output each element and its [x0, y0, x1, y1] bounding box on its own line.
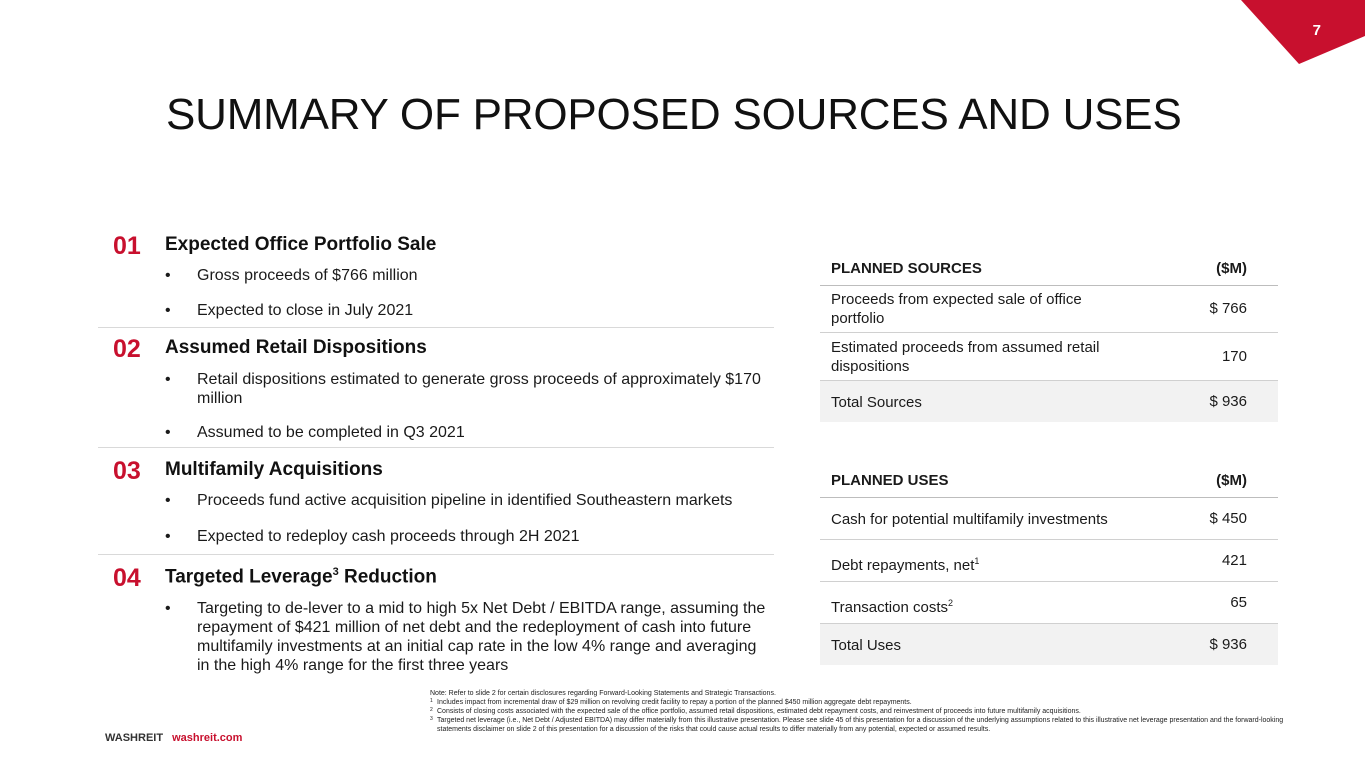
section-number: 03 — [113, 457, 141, 485]
table-header: PLANNED USES ($M) — [820, 461, 1278, 498]
page-title: SUMMARY OF PROPOSED SOURCES AND USES — [166, 90, 1182, 139]
table-total-row: Total Uses $ 936 — [820, 624, 1278, 665]
table-total-row: Total Sources $ 936 — [820, 381, 1278, 422]
section-number: 04 — [113, 564, 141, 592]
table-row: Transaction costs$^2$ 65 — [820, 582, 1278, 624]
section-divider — [98, 554, 774, 555]
footnote: 3 Targeted net leverage (i.e., Net Debt / Adjusted EBITDA) may differ materially from this illustrative presentation. Please see slide 45 of this presentation for a discussion of the underlying assumptions related to this illustrative net leverage presentation and the forward-looking statements disclaimer on slide 2 of this presentation for a discussion of the risks that could cause actual results to differ materially from any potential, expected or assumed results. — [430, 716, 1284, 733]
footnote: Note: Refer to slide 2 for certain disclosures regarding Forward-Looking Statements and Strategic Transactions. — [430, 690, 776, 697]
section-heading: Assumed Retail Dispositions — [165, 337, 427, 358]
section-number: 02 — [113, 335, 141, 363]
footnotes — [430, 689, 1288, 734]
table-row: Proceeds from expected sale of office portfolio $ 766 — [820, 286, 1278, 333]
table-row: Debt repayments, net$^1$ 421 — [820, 540, 1278, 582]
section-number: 01 — [113, 232, 141, 260]
section-heading: Expected Office Portfolio Sale — [165, 234, 437, 255]
section-heading: Targeted Leverage$^3$ Reduction — [165, 566, 437, 588]
corner-accent — [1241, 0, 1365, 64]
section-heading: Multifamily Acquisitions — [165, 459, 383, 480]
footer-brand — [105, 732, 242, 744]
page-number: 7 — [1312, 22, 1321, 39]
section-divider — [98, 447, 774, 448]
footnote: 1 Includes impact from incremental draw of $29 million on revolving credit facility to repay a portion of the planned $450 million aggregate debt repayments. — [430, 698, 912, 706]
brand-name: WASHREIT — [105, 732, 164, 744]
brand-url-link[interactable]: washreit.com — [172, 732, 243, 744]
planned-uses-table — [820, 461, 1278, 665]
table-row: Estimated proceeds from assumed retail dispositions 170 — [820, 333, 1278, 381]
table-header: PLANNED SOURCES ($M) — [820, 249, 1278, 286]
planned-sources-table — [820, 249, 1278, 422]
footnote: 2 Consists of closing costs associated with the expected sale of the office portfolio, assumed retail dispositions, estimated debt repayment costs, and reinvestment of proceeds into future multifamily acquisitions. — [430, 707, 1081, 715]
section-divider — [98, 327, 774, 328]
table-row: Cash for potential multifamily investments $ 450 — [820, 498, 1278, 540]
